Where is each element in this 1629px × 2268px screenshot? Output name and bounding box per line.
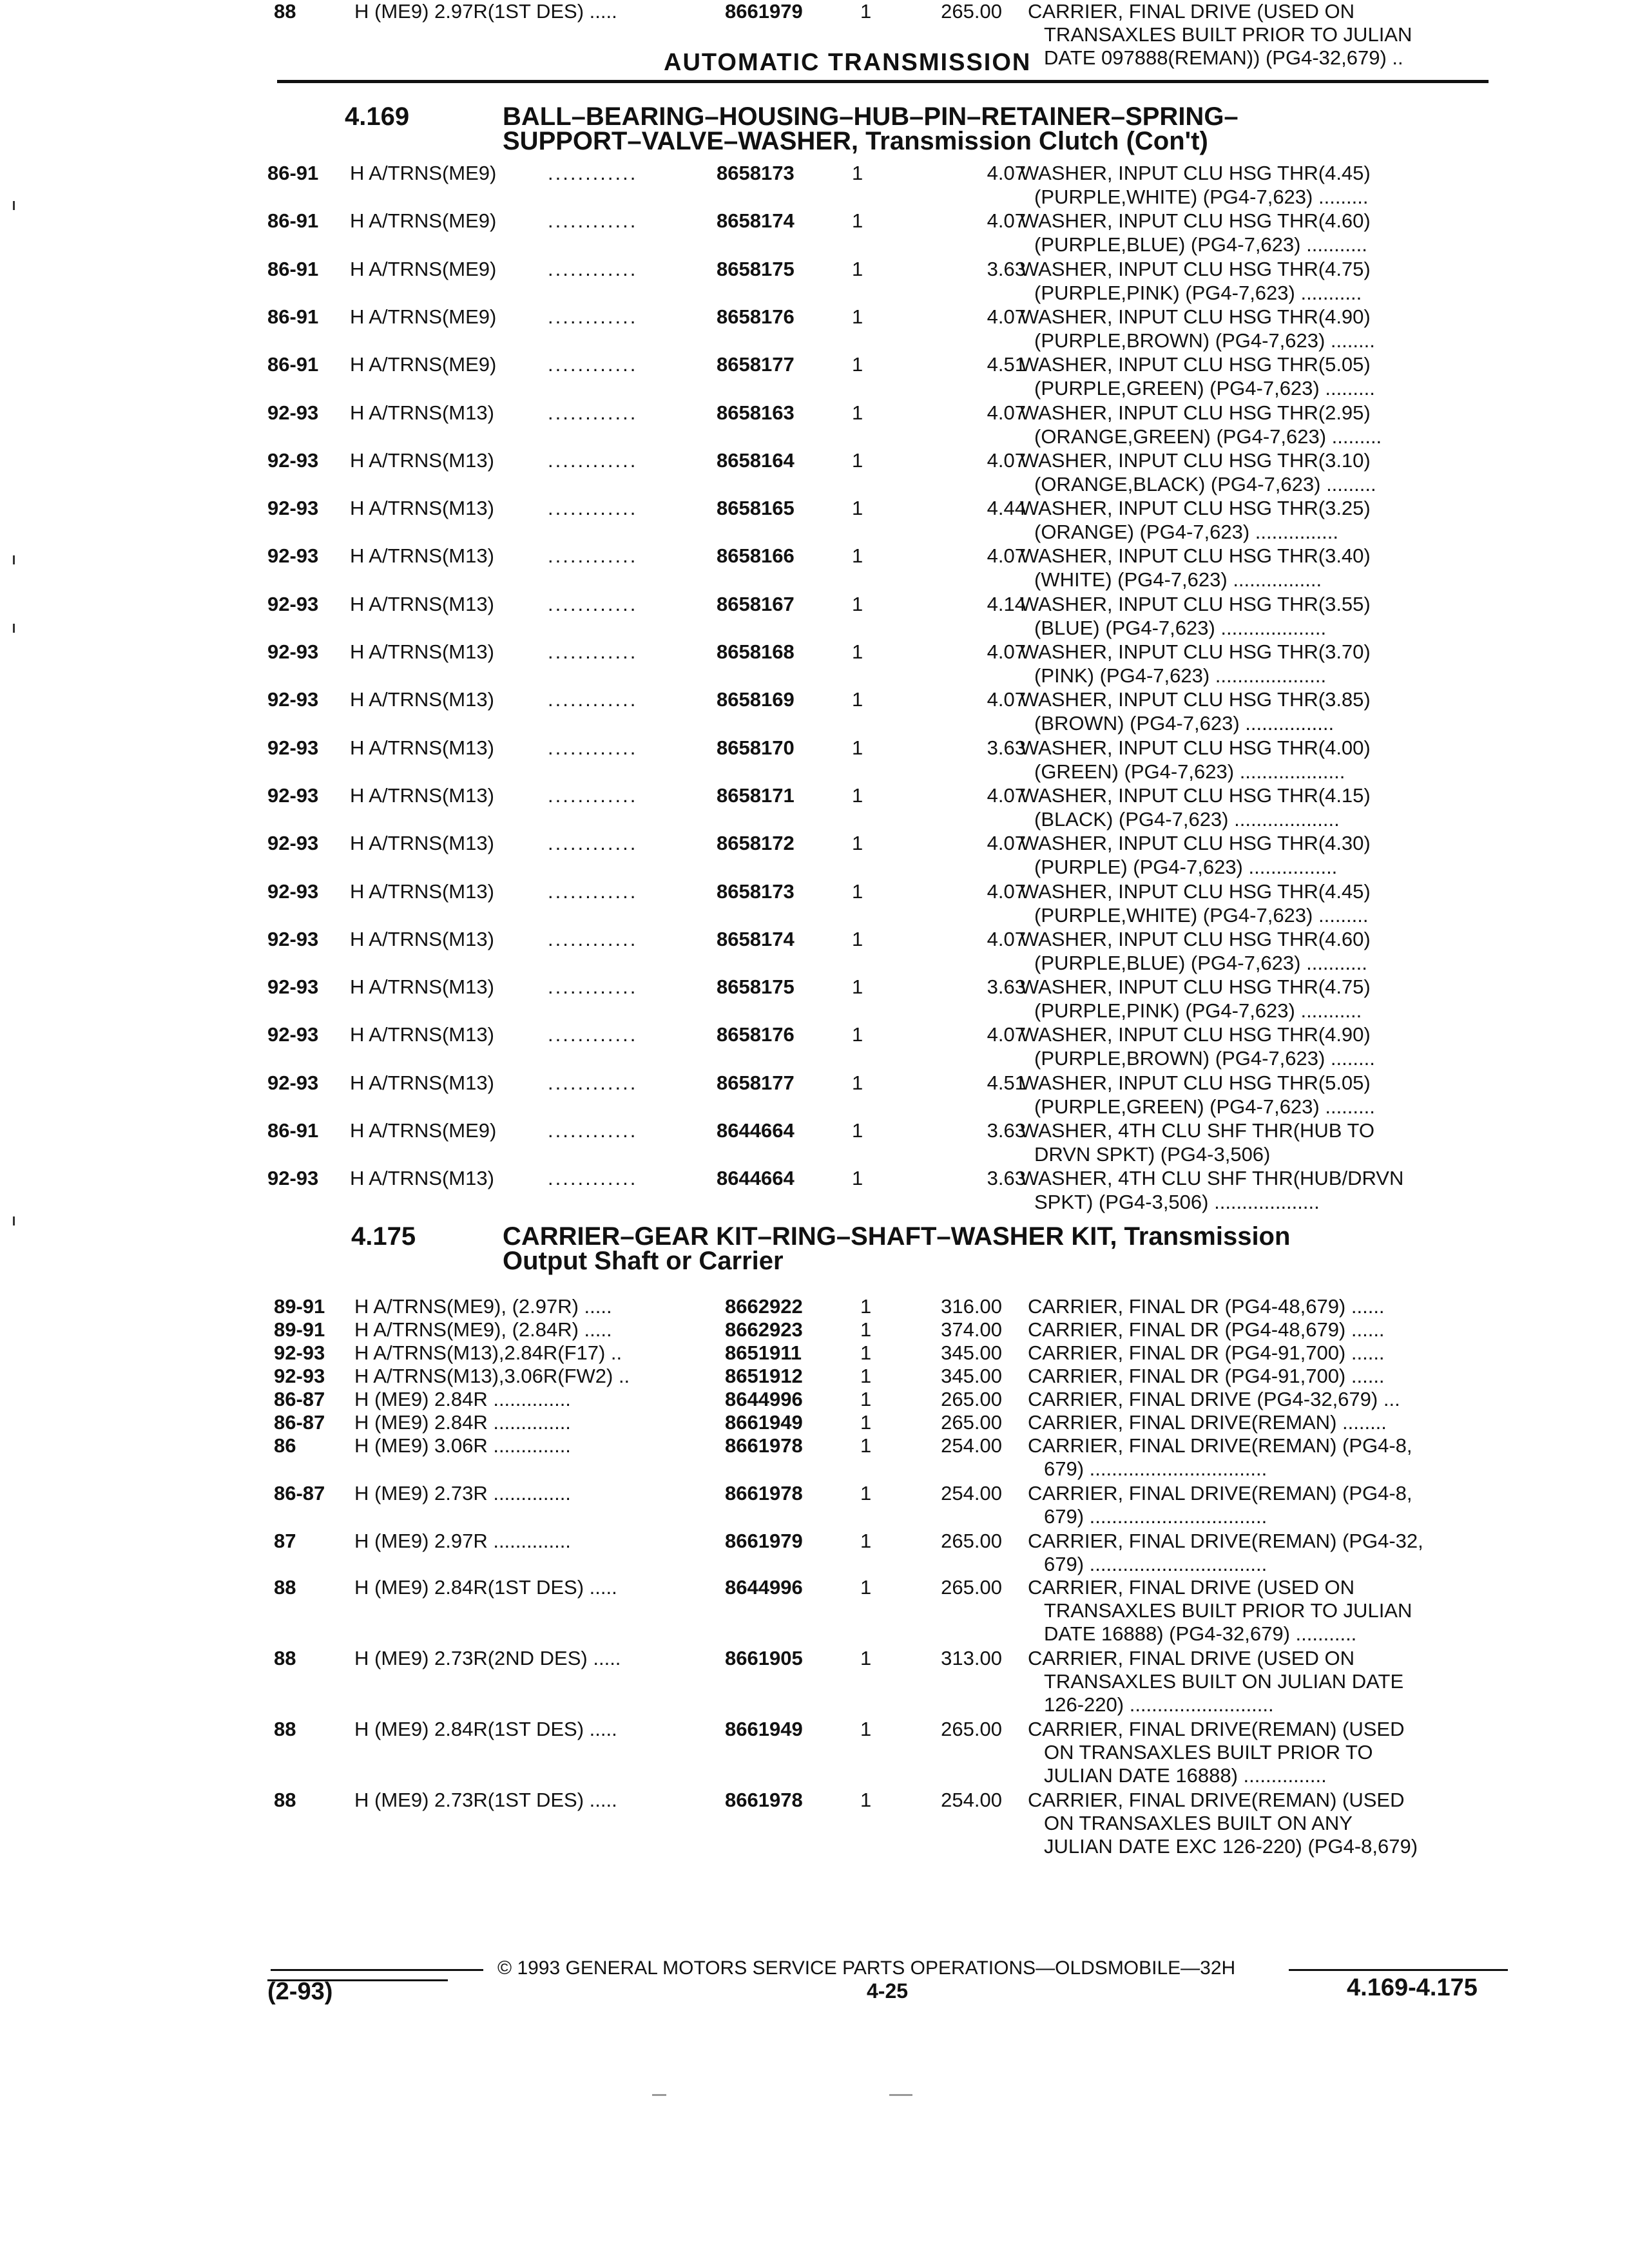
leader-dots: ............	[548, 832, 638, 855]
model-code: H A/TRNS(M13)	[350, 544, 494, 568]
model-code: H (ME9) 2.73R ..............	[354, 1482, 571, 1504]
part-number: 8644664	[717, 1119, 795, 1142]
description-line: (ORANGE) (PG4-7,623) ...............	[1034, 521, 1338, 544]
price: 254.00	[941, 1434, 1002, 1457]
description-line: CARRIER, FINAL DRIVE (USED ON	[1028, 0, 1354, 23]
section-title-line2: SUPPORT–VALVE–WASHER, Transmission Clutch (Con't)	[503, 127, 1208, 155]
description-line: CARRIER, FINAL DRIVE (USED ON	[1028, 1576, 1354, 1599]
price: 3.63	[987, 736, 1026, 759]
part-number: 8658165	[717, 497, 795, 520]
price: 374.00	[941, 1318, 1002, 1341]
quantity: 1	[852, 832, 863, 855]
part-number: 8658169	[717, 688, 795, 711]
model-code: H A/TRNS(M13)	[350, 592, 494, 615]
part-number: 8661949	[725, 1718, 803, 1740]
description-line: (BLACK) (PG4-7,623) ...................	[1034, 807, 1340, 831]
part-number: 8651912	[725, 1365, 803, 1387]
description-line: CARRIER, FINAL DRIVE(REMAN) (USED	[1028, 1789, 1405, 1811]
description-line: WASHER, INPUT CLU HSG THR(4.75)	[1020, 257, 1371, 280]
model-code: H A/TRNS(M13)	[350, 927, 494, 950]
leader-dots: ............	[548, 688, 638, 711]
model-years: 92-93	[267, 497, 319, 520]
margin-mark	[13, 555, 15, 564]
model-code: H (ME9) 2.84R(1ST DES) .....	[354, 1576, 617, 1599]
part-number: 8661949	[725, 1411, 803, 1434]
part-number: 8651911	[725, 1341, 802, 1364]
price: 345.00	[941, 1341, 1002, 1364]
leader-dots: ............	[548, 1119, 638, 1142]
model-code: H A/TRNS(M13)	[350, 497, 494, 520]
price: 4.07	[987, 879, 1026, 903]
model-years: 92-93	[274, 1341, 325, 1364]
part-number: 8661978	[725, 1482, 803, 1504]
description-line: CARRIER, FINAL DRIVE(REMAN) (USED	[1028, 1718, 1405, 1740]
leader-dots: ............	[548, 353, 638, 376]
description-line: WASHER, INPUT CLU HSG THR(4.15)	[1020, 783, 1371, 807]
description-line: TRANSAXLES BUILT PRIOR TO JULIAN	[1044, 1599, 1412, 1622]
part-number: 8658176	[717, 305, 795, 328]
model-code: H (ME9) 2.84R ..............	[354, 1388, 571, 1410]
price: 4.44	[987, 497, 1026, 520]
description-line: (BROWN) (PG4-7,623) ................	[1034, 712, 1335, 735]
description-line: CARRIER, FINAL DRIVE (PG4-32,679) ...	[1028, 1388, 1400, 1410]
model-years: 92-93	[267, 688, 319, 711]
model-code: H A/TRNS(M13)	[350, 879, 494, 903]
leader-dots: ............	[548, 927, 638, 950]
model-code: H A/TRNS(ME9)	[350, 1119, 497, 1142]
quantity: 1	[860, 1576, 872, 1599]
model-years: 86-87	[274, 1482, 325, 1504]
description-line: 679) ................................	[1044, 1505, 1268, 1528]
model-code: H A/TRNS(M13)	[350, 832, 494, 855]
price: 3.63	[987, 1119, 1026, 1142]
price: 4.07	[987, 162, 1026, 184]
description-line: (ORANGE,GREEN) (PG4-7,623) .........	[1034, 425, 1382, 448]
description-line: (PURPLE,GREEN) (PG4-7,623) .........	[1034, 1095, 1375, 1118]
description-line: (PURPLE,BLUE) (PG4-7,623) ...........	[1034, 233, 1367, 256]
model-years: 88	[274, 1647, 296, 1669]
price: 4.07	[987, 544, 1026, 568]
description-line: (PURPLE) (PG4-7,623) ................	[1034, 856, 1338, 879]
section-number: 4.169	[345, 102, 410, 131]
model-code: H (ME9) 2.97R ..............	[354, 1530, 571, 1552]
part-number: 8644664	[717, 1167, 795, 1190]
footer-rule-right	[1289, 1969, 1508, 1971]
leader-dots: ............	[548, 544, 638, 568]
model-code: H A/TRNS(ME9), (2.97R) .....	[354, 1295, 612, 1318]
price: 265.00	[941, 1530, 1002, 1552]
quantity: 1	[860, 1434, 872, 1457]
model-code: H A/TRNS(M13)	[350, 1167, 494, 1190]
model-code: H A/TRNS(ME9)	[350, 162, 497, 184]
description-line: WASHER, INPUT CLU HSG THR(3.25)	[1020, 497, 1371, 520]
part-number: 8661979	[725, 1530, 803, 1552]
price: 313.00	[941, 1647, 1002, 1669]
price: 4.07	[987, 832, 1026, 855]
part-number: 8658175	[717, 257, 795, 280]
description-line: WASHER, INPUT CLU HSG THR(3.10)	[1020, 448, 1371, 472]
description-line: WASHER, INPUT CLU HSG THR(4.45)	[1020, 879, 1371, 903]
part-number: 8644996	[725, 1388, 803, 1410]
description-line: ON TRANSAXLES BUILT ON ANY	[1044, 1812, 1353, 1834]
quantity: 1	[852, 497, 863, 520]
part-number: 8658171	[717, 783, 795, 807]
model-years: 92-93	[267, 592, 319, 615]
model-years: 92-93	[274, 1365, 325, 1387]
description-line: ON TRANSAXLES BUILT PRIOR TO	[1044, 1741, 1373, 1763]
price: 4.07	[987, 640, 1026, 663]
footer-date: (2-93)	[267, 1978, 333, 2005]
model-code: H A/TRNS(M13)	[350, 688, 494, 711]
description-line: WASHER, INPUT CLU HSG THR(4.30)	[1020, 832, 1371, 855]
leader-dots: ............	[548, 879, 638, 903]
part-number: 8658174	[717, 927, 795, 950]
description-line: WASHER, INPUT CLU HSG THR(5.05)	[1020, 1071, 1371, 1094]
section-title-line1: BALL–BEARING–HOUSING–HUB–PIN–RETAINER–SPRING–	[503, 102, 1239, 131]
price: 4.14	[987, 592, 1026, 615]
price: 265.00	[941, 1718, 1002, 1740]
model-code: H A/TRNS(M13)	[350, 448, 494, 472]
quantity: 1	[852, 1167, 863, 1190]
quantity: 1	[852, 544, 863, 568]
model-years: 92-93	[267, 783, 319, 807]
model-code: H A/TRNS(M13)	[350, 783, 494, 807]
model-years: 89-91	[274, 1295, 325, 1318]
model-code: H A/TRNS(ME9)	[350, 353, 497, 376]
quantity: 1	[860, 1318, 872, 1341]
scan-mark	[652, 2094, 666, 2096]
model-years: 86	[274, 1434, 296, 1457]
model-code: H (ME9) 2.97R(1ST DES) .....	[354, 0, 617, 23]
model-years: 87	[274, 1530, 296, 1552]
part-number: 8658172	[717, 832, 795, 855]
description-line: WASHER, INPUT CLU HSG THR(3.70)	[1020, 640, 1371, 663]
model-years: 86-87	[274, 1388, 325, 1410]
model-years: 92-93	[267, 1071, 319, 1094]
part-number: 8661905	[725, 1647, 803, 1669]
model-code: H (ME9) 2.73R(1ST DES) .....	[354, 1789, 617, 1811]
description-line: CARRIER, FINAL DRIVE(REMAN) ........	[1028, 1411, 1387, 1434]
model-code: H (ME9) 2.84R(1ST DES) .....	[354, 1718, 617, 1740]
section-number: 4.175	[351, 1222, 416, 1251]
quantity: 1	[852, 927, 863, 950]
description-line: WASHER, INPUT CLU HSG THR(3.85)	[1020, 688, 1371, 711]
description-line: DRVN SPKT) (PG4-3,506)	[1034, 1143, 1271, 1166]
quantity: 1	[860, 1365, 872, 1387]
leader-dots: ............	[548, 1071, 638, 1094]
price: 254.00	[941, 1789, 1002, 1811]
part-number: 8644996	[725, 1576, 803, 1599]
quantity: 1	[860, 1647, 872, 1669]
section-title-line1: CARRIER–GEAR KIT–RING–SHAFT–WASHER KIT, Transmission	[503, 1222, 1291, 1251]
part-number: 8658174	[717, 209, 795, 233]
description-line: CARRIER, FINAL DR (PG4-48,679) ......	[1028, 1295, 1385, 1318]
model-years: 88	[274, 0, 296, 23]
quantity: 1	[860, 1789, 872, 1811]
price: 345.00	[941, 1365, 1002, 1387]
scan-mark	[889, 2094, 912, 2096]
quantity: 1	[860, 1718, 872, 1740]
description-line: CARRIER, FINAL DR (PG4-91,700) ......	[1028, 1365, 1385, 1387]
footer-copyright: © 1993 GENERAL MOTORS SERVICE PARTS OPERATIONS—OLDSMOBILE—32H	[497, 1957, 1236, 1979]
description-line: (PURPLE,BROWN) (PG4-7,623) ........	[1034, 329, 1375, 352]
description-line: WASHER, INPUT CLU HSG THR(2.95)	[1020, 401, 1371, 424]
description-line: 679) ................................	[1044, 1457, 1268, 1480]
price: 4.07	[987, 305, 1026, 328]
price: 4.07	[987, 209, 1026, 233]
quantity: 1	[860, 1341, 872, 1364]
price: 265.00	[941, 1411, 1002, 1434]
description-line: WASHER, INPUT CLU HSG THR(3.40)	[1020, 544, 1371, 568]
page-header-title: AUTOMATIC TRANSMISSION	[664, 49, 1032, 76]
model-years: 92-93	[267, 1023, 319, 1046]
description-line: TRANSAXLES BUILT ON JULIAN DATE	[1044, 1670, 1404, 1693]
part-number: 8658175	[717, 975, 795, 999]
quantity: 1	[860, 1295, 872, 1318]
price: 3.63	[987, 1167, 1026, 1190]
part-number: 8658166	[717, 544, 795, 568]
price: 4.51	[987, 353, 1026, 376]
quantity: 1	[860, 0, 872, 23]
model-years: 88	[274, 1576, 296, 1599]
model-years: 92-93	[267, 975, 319, 999]
description-line: TRANSAXLES BUILT PRIOR TO JULIAN	[1044, 23, 1412, 46]
model-years: 86-91	[267, 1119, 319, 1142]
description-line: SPKT) (PG4-3,506) ...................	[1034, 1191, 1320, 1214]
model-years: 92-93	[267, 736, 319, 759]
description-line: WASHER, INPUT CLU HSG THR(4.60)	[1020, 209, 1371, 233]
description-line: 679) ................................	[1044, 1553, 1268, 1575]
leader-dots: ............	[548, 640, 638, 663]
price: 265.00	[941, 1388, 1002, 1410]
description-line: (GREEN) (PG4-7,623) ...................	[1034, 760, 1345, 783]
model-code: H (ME9) 2.84R ..............	[354, 1411, 571, 1434]
part-number: 8658167	[717, 592, 795, 615]
part-number: 8658170	[717, 736, 795, 759]
description-line: (PURPLE,WHITE) (PG4-7,623) .........	[1034, 186, 1369, 208]
price: 4.51	[987, 1071, 1026, 1094]
model-years: 89-91	[274, 1318, 325, 1341]
quantity: 1	[852, 592, 863, 615]
part-number: 8658176	[717, 1023, 795, 1046]
price: 265.00	[941, 0, 1002, 23]
quantity: 1	[852, 879, 863, 903]
model-years: 92-93	[267, 832, 319, 855]
description-line: CARRIER, FINAL DRIVE(REMAN) (PG4-8,	[1028, 1434, 1412, 1457]
price: 3.63	[987, 257, 1026, 280]
part-number: 8658177	[717, 353, 795, 376]
footer-rule-left	[271, 1969, 483, 1971]
quantity: 1	[852, 305, 863, 328]
leader-dots: ............	[548, 1167, 638, 1190]
part-number: 8658173	[717, 879, 795, 903]
model-years: 86-91	[267, 209, 319, 233]
price: 3.63	[987, 975, 1026, 999]
leader-dots: ............	[548, 1023, 638, 1046]
leader-dots: ............	[548, 162, 638, 184]
model-code: H A/TRNS(M13)	[350, 975, 494, 999]
model-years: 86-91	[267, 257, 319, 280]
price: 4.07	[987, 448, 1026, 472]
header-rule	[277, 80, 1489, 83]
quantity: 1	[852, 401, 863, 424]
leader-dots: ............	[548, 592, 638, 615]
leader-dots: ............	[548, 736, 638, 759]
quantity: 1	[860, 1482, 872, 1504]
price: 4.07	[987, 783, 1026, 807]
description-line: CARRIER, FINAL DRIVE(REMAN) (PG4-8,	[1028, 1482, 1412, 1504]
price: 4.07	[987, 927, 1026, 950]
description-line: JULIAN DATE 16888) ...............	[1044, 1764, 1327, 1787]
model-code: H A/TRNS(M13)	[350, 736, 494, 759]
description-line: (PURPLE,BLUE) (PG4-7,623) ...........	[1034, 951, 1367, 974]
description-line: (BLUE) (PG4-7,623) ...................	[1034, 616, 1327, 639]
leader-dots: ............	[548, 209, 638, 233]
model-code: H A/TRNS(M13)	[350, 1023, 494, 1046]
description-line: WASHER, INPUT CLU HSG THR(4.90)	[1020, 1023, 1371, 1046]
price: 254.00	[941, 1482, 1002, 1504]
description-line: (PURPLE,PINK) (PG4-7,623) ...........	[1034, 281, 1362, 304]
model-code: H A/TRNS(ME9)	[350, 209, 497, 233]
quantity: 1	[852, 1023, 863, 1046]
quantity: 1	[852, 162, 863, 184]
model-years: 86-91	[267, 305, 319, 328]
footer-page-number: 4-25	[867, 1979, 909, 2003]
leader-dots: ............	[548, 975, 638, 999]
description-line: (WHITE) (PG4-7,623) ................	[1034, 568, 1322, 591]
leader-dots: ............	[548, 257, 638, 280]
part-number: 8658173	[717, 162, 795, 184]
description-line: (PURPLE,BROWN) (PG4-7,623) ........	[1034, 1047, 1375, 1070]
quantity: 1	[852, 688, 863, 711]
description-line: (ORANGE,BLACK) (PG4-7,623) .........	[1034, 472, 1376, 495]
description-line: JULIAN DATE EXC 126-220) (PG4-8,679)	[1044, 1835, 1418, 1858]
quantity: 1	[852, 257, 863, 280]
model-code: H A/TRNS(ME9)	[350, 257, 497, 280]
model-years: 88	[274, 1789, 296, 1811]
description-line: DATE 16888) (PG4-32,679) ...........	[1044, 1622, 1357, 1645]
model-code: H A/TRNS(ME9), (2.84R) .....	[354, 1318, 612, 1341]
description-line: WASHER, INPUT CLU HSG THR(3.55)	[1020, 592, 1371, 615]
model-years: 92-93	[267, 544, 319, 568]
leader-dots: ............	[548, 783, 638, 807]
leader-dots: ............	[548, 497, 638, 520]
description-line: WASHER, INPUT CLU HSG THR(4.00)	[1020, 736, 1371, 759]
model-years: 86-91	[267, 353, 319, 376]
description-line: CARRIER, FINAL DR (PG4-91,700) ......	[1028, 1341, 1385, 1364]
model-years: 88	[274, 1718, 296, 1740]
model-code: H A/TRNS(M13)	[350, 401, 494, 424]
quantity: 1	[860, 1530, 872, 1552]
description-line: WASHER, INPUT CLU HSG THR(4.90)	[1020, 305, 1371, 328]
description-line: DATE 097888(REMAN)) (PG4-32,679) ..	[1044, 46, 1403, 69]
part-number: 8662923	[725, 1318, 803, 1341]
model-years: 92-93	[267, 1167, 319, 1190]
description-line: CARRIER, FINAL DR (PG4-48,679) ......	[1028, 1318, 1385, 1341]
part-number: 8658168	[717, 640, 795, 663]
margin-mark	[13, 201, 15, 210]
model-years: 86-87	[274, 1411, 325, 1434]
part-number: 8662922	[725, 1295, 803, 1318]
leader-dots: ............	[548, 401, 638, 424]
quantity: 1	[852, 1119, 863, 1142]
model-years: 92-93	[267, 927, 319, 950]
model-code: H (ME9) 2.73R(2ND DES) .....	[354, 1647, 621, 1669]
quantity: 1	[852, 209, 863, 233]
description-line: WASHER, INPUT CLU HSG THR(4.60)	[1020, 927, 1371, 950]
model-years: 92-93	[267, 879, 319, 903]
part-number: 8661978	[725, 1789, 803, 1811]
leader-dots: ............	[548, 305, 638, 328]
price: 265.00	[941, 1576, 1002, 1599]
quantity: 1	[852, 640, 863, 663]
part-number: 8661979	[725, 0, 803, 23]
quantity: 1	[852, 353, 863, 376]
description-line: WASHER, INPUT CLU HSG THR(4.45)	[1020, 162, 1371, 184]
model-code: H A/TRNS(ME9)	[350, 305, 497, 328]
model-years: 92-93	[267, 640, 319, 663]
margin-mark	[13, 624, 15, 633]
description-line: CARRIER, FINAL DRIVE (USED ON	[1028, 1647, 1354, 1669]
model-years: 92-93	[267, 448, 319, 472]
quantity: 1	[852, 1071, 863, 1094]
model-years: 92-93	[267, 401, 319, 424]
quantity: 1	[860, 1388, 872, 1410]
model-code: H A/TRNS(M13),3.06R(FW2) ..	[354, 1365, 630, 1387]
price: 4.07	[987, 1023, 1026, 1046]
description-line: (PURPLE,GREEN) (PG4-7,623) .........	[1034, 377, 1375, 400]
model-code: H A/TRNS(M13)	[350, 640, 494, 663]
price: 4.07	[987, 401, 1026, 424]
model-code: H A/TRNS(M13),2.84R(F17) ..	[354, 1341, 622, 1364]
model-years: 86-91	[267, 162, 319, 184]
quantity: 1	[852, 783, 863, 807]
description-line: (PURPLE,WHITE) (PG4-7,623) .........	[1034, 903, 1369, 927]
part-number: 8658163	[717, 401, 795, 424]
section-title-line2: Output Shaft or Carrier	[503, 1247, 784, 1275]
footer-section-range: 4.169-4.175	[1347, 1974, 1478, 2001]
part-number: 8658164	[717, 448, 795, 472]
price: 316.00	[941, 1295, 1002, 1318]
price: 4.07	[987, 688, 1026, 711]
quantity: 1	[860, 1411, 872, 1434]
quantity: 1	[852, 975, 863, 999]
description-line: WASHER, 4TH CLU SHF THR(HUB TO	[1020, 1119, 1375, 1142]
description-line: (PINK) (PG4-7,623) ....................	[1034, 664, 1327, 687]
description-line: (PURPLE,PINK) (PG4-7,623) ...........	[1034, 999, 1362, 1023]
description-line: 126-220) ..........................	[1044, 1693, 1274, 1716]
leader-dots: ............	[548, 448, 638, 472]
description-line: WASHER, INPUT CLU HSG THR(5.05)	[1020, 353, 1371, 376]
quantity: 1	[852, 448, 863, 472]
margin-mark	[13, 1216, 15, 1225]
model-code: H A/TRNS(M13)	[350, 1071, 494, 1094]
quantity: 1	[852, 736, 863, 759]
model-code: H (ME9) 3.06R ..............	[354, 1434, 571, 1457]
description-line: CARRIER, FINAL DRIVE(REMAN) (PG4-32,	[1028, 1530, 1423, 1552]
part-number: 8658177	[717, 1071, 795, 1094]
description-line: WASHER, 4TH CLU SHF THR(HUB/DRVN	[1020, 1167, 1404, 1190]
part-number: 8661978	[725, 1434, 803, 1457]
description-line: WASHER, INPUT CLU HSG THR(4.75)	[1020, 975, 1371, 999]
